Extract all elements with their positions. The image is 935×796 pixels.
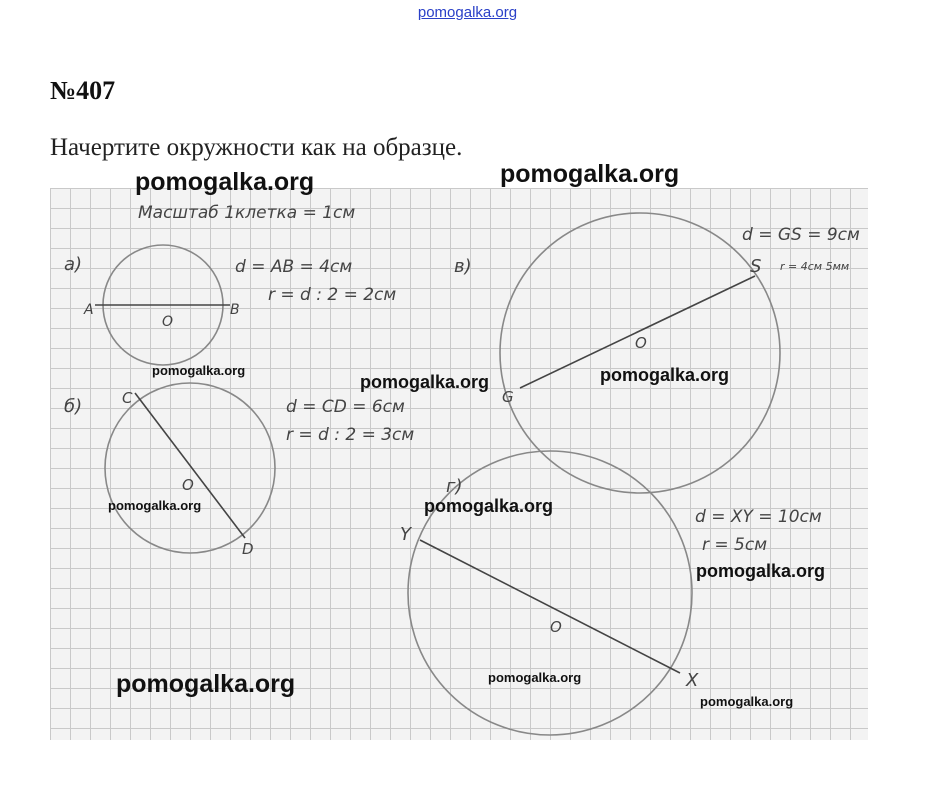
point-y: Y (400, 524, 411, 545)
watermark: pomogalka.org (116, 670, 296, 698)
center-b: О (182, 476, 194, 494)
label-g: г) (446, 476, 463, 497)
diameter-cd (135, 393, 245, 538)
site-link[interactable]: pomogalka.org (417, 4, 518, 21)
graph-paper-photo (50, 188, 868, 740)
label-v: в) (454, 256, 472, 277)
formula-v-d: d = GS = 9см (742, 225, 860, 245)
point-s: S (750, 256, 762, 277)
task-number: №407 (50, 76, 116, 105)
hand-drawing (50, 188, 868, 740)
label-b: б) (64, 396, 83, 417)
task-text: Начертите окружности как на образце. (50, 134, 463, 161)
watermark: pomogalka.org (108, 498, 202, 513)
point-d: D (242, 540, 254, 558)
watermark: pomogalka.org (696, 561, 826, 581)
watermark: pomogalka.org (135, 168, 315, 196)
watermark: pomogalka.org (488, 670, 582, 685)
point-c: C (122, 389, 133, 407)
point-x: X (686, 670, 699, 691)
watermark: pomogalka.org (500, 160, 680, 188)
circle-b (105, 383, 275, 553)
point-g: G (502, 388, 514, 406)
watermark: pomogalka.org (360, 372, 490, 392)
point-a: A (84, 302, 94, 318)
formula-g-d: d = XY = 10см (695, 507, 822, 527)
scale-note: Масштаб 1клетка = 1см (138, 203, 356, 223)
formula-b-d: d = CD = 6см (286, 397, 405, 417)
point-b: B (230, 302, 240, 318)
diameter-xy (420, 540, 680, 673)
center-v: О (635, 334, 647, 352)
formula-g-r: r = 5см (702, 535, 768, 555)
watermark: pomogalka.org (600, 365, 730, 385)
watermark: pomogalka.org (152, 363, 246, 378)
center-a: О (162, 314, 174, 330)
watermark: pomogalka.org (424, 496, 554, 516)
formula-a-r: r = d : 2 = 2см (268, 285, 397, 305)
formula-b-r: r = d : 2 = 3см (286, 425, 415, 445)
watermark: pomogalka.org (700, 694, 794, 709)
formula-v-r: r = 4см 5мм (780, 260, 850, 273)
formula-a-d: d = AB = 4см (235, 257, 353, 277)
center-g: О (550, 618, 562, 636)
label-a: а) (64, 254, 83, 275)
